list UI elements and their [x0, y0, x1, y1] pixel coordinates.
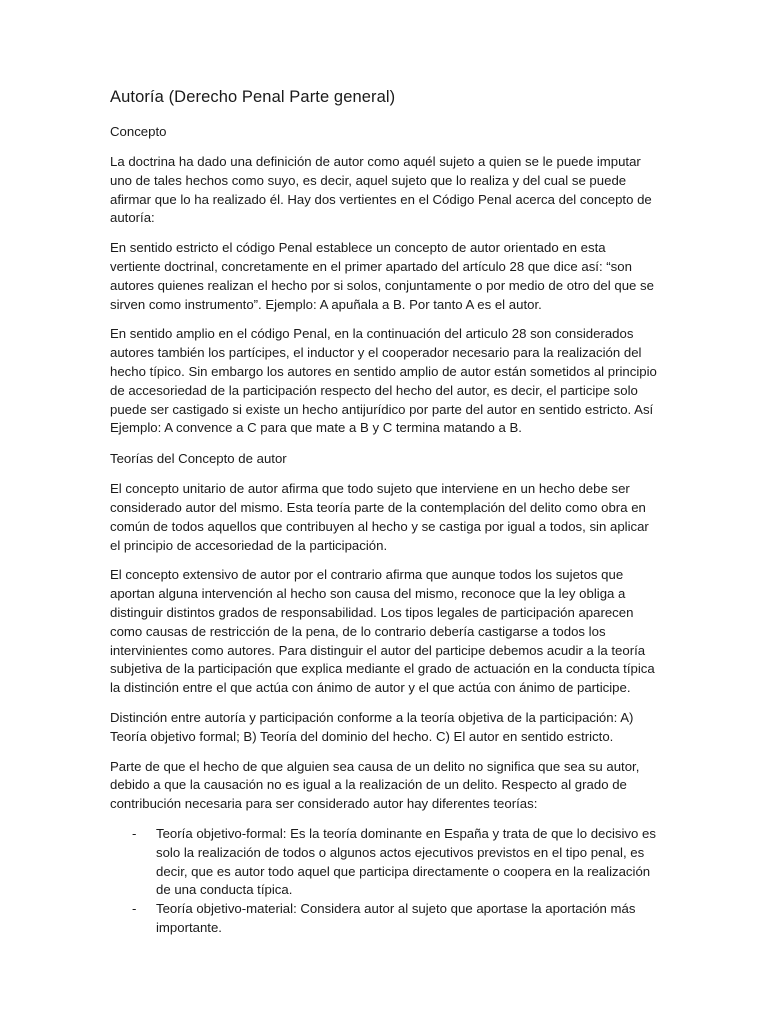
paragraph-sentido-amplio: En sentido amplio en el código Penal, en la continuación del articulo 28 son considerados autores también los partícipes, el inductor y el cooperador necesario para la realización del hecho típico. Sin embargo los autores en sentido amplio de autor están sometidos al principio de accesoriedad de la participación respecto del hecho del autor, es decir, el participe solo puede ser castigado si existe un hecho antijurídico por parte del autor en sentido estricto. Así Ejemplo: A convence a C para que mate a B y C termina matando a B.: [110, 326, 657, 436]
list-item-text: Teoría objetivo-material: Considera autor al sujeto que aportase la aportación más importante.: [156, 901, 636, 935]
heading-concepto: Concepto: [110, 124, 167, 139]
paragraph-causacion: Parte de que el hecho de que alguien sea causa de un delito no significa que sea su autor, debido a que la causación no es igual a la realización de un delito. Respecto al grado de contribución necesaria para ser considerado autor hay diferentes teorías:: [110, 758, 640, 812]
list-bullet: -: [132, 825, 137, 841]
paragraph-definicion: La doctrina ha dado una definición de autor como aquél sujeto a quien se le puede imputar uno de tales hechos como suyo, es decir, aquel sujeto que lo realiza y del cual se puede afirmar que lo ha realizado él. Hay dos vertientes en el Código Penal acerca del concepto de autoría:: [110, 154, 652, 226]
list-item-text: Teoría objetivo-formal: Es la teoría dominante en España y trata de que lo decisivo es solo la realización de todos o algunos actos ejecutivos previstos en el tipo penal, es decir, que es autor todo aquel que participa directamente o coopera en la realización de una conducta típica.: [156, 825, 656, 898]
list-item: [110, 825, 658, 900]
document-page: [110, 84, 658, 938]
theories-list: [110, 825, 658, 938]
paragraph-sentido-estricto: En sentido estricto el código Penal establece un concepto de autor orientado en esta vertiente doctrinal, concretamente en el primer apartado del artículo 28 que dice así: “son autores quienes realizan el hecho por si solos, conjuntamente o por medio de otro del que se sirven como instrumento”. Ejemplo: A apuñala a B. Por tanto A es el autor.: [110, 240, 654, 312]
paragraph-distincion: Distinción entre autoría y participación conforme a la teoría objetiva de la participación: A) Teoría objetivo formal; B) Teoría del dominio del hecho. C) El autor en sentido estricto.: [110, 709, 634, 744]
list-item: [110, 900, 658, 938]
document-title: Autoría (Derecho Penal Parte general): [110, 88, 396, 106]
list-bullet: -: [132, 901, 137, 917]
heading-teorias: Teorías del Concepto de autor: [110, 451, 287, 467]
paragraph-concepto-extensivo: El concepto extensivo de autor por el contrario afirma que aunque todos los sujetos que aportan alguna intervención al hecho son causa del mismo, reconoce que la ley obliga a distinguir distintos grados de responsabilidad. Los tipos legales de participación aparecen como causas de restricción de la pena, de lo contrario debería castigarse a todos los intervinientes como autores. Para distinguir el autor del participe debemos acudir a la teoría subjetiva de la participación que explica mediante el grado de actuación en la conducta típica la distinción entre el que actúa con ánimo de autor y el que actúa con ánimo de participe.: [110, 567, 655, 696]
paragraph-concepto-unitario: El concepto unitario de autor afirma que todo sujeto que interviene en un hecho debe ser considerado autor del mismo. Esta teoría parte de la contemplación del delito como obra en común de todos aquellos que contribuyen al hecho y se castiga por igual a todos, sin aplicar el principio de accesoriedad de la participación.: [110, 481, 649, 553]
